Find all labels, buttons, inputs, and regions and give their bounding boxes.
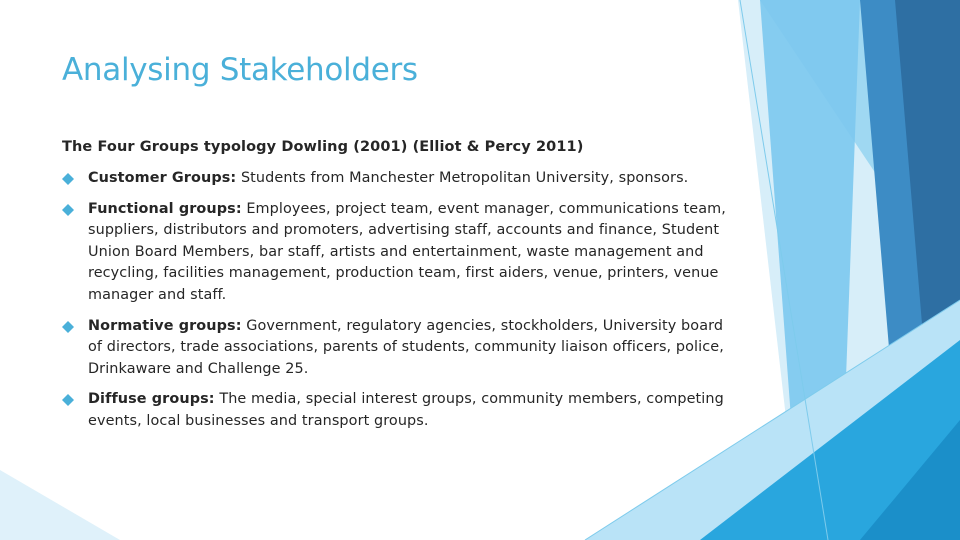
bullet-term: Normative groups: — [88, 317, 242, 334]
bullet-text — [88, 316, 738, 381]
bullet-text — [88, 199, 738, 307]
bullet-customer-groups — [62, 168, 738, 190]
bullet-term: Functional groups: — [88, 200, 242, 217]
bullet-text — [88, 168, 738, 190]
bullet-text — [88, 389, 738, 432]
bullet-normative-groups — [62, 316, 738, 381]
bullet-functional-groups — [62, 199, 738, 307]
bullet-description: The media, special interest groups, community members, competing events, local businesses and transport groups. — [88, 391, 724, 429]
slide-subtitle: The Four Groups typology Dowling (2001) (Elliot & Percy 2011) — [62, 139, 584, 155]
diamond-bullet-icon — [62, 173, 74, 185]
bullet-list — [62, 168, 738, 442]
diamond-bullet-icon — [62, 204, 74, 216]
bullet-description: Students from Manchester Metropolitan University, sponsors. — [236, 170, 689, 186]
slide-title: Analysing Stakeholders — [62, 52, 418, 88]
bullet-description: Government, regulatory agencies, stockholders, University board of directors, trade associations, parents of students, community liaison officers, police, Drinkaware and Challenge 25. — [88, 317, 724, 377]
diamond-bullet-icon — [62, 394, 74, 406]
bullet-description: Employees, project team, event manager, communications team, suppliers, distributors and promoters, advertising staff, accounts and finance, Student Union Board Members, bar staff, artists and entertainment, waste management and recycling, facilities management, production team, first aiders, venue, printers, venue manager and staff. — [88, 200, 726, 303]
bullet-term: Customer Groups: — [88, 170, 237, 186]
bullet-term: Diffuse groups: — [88, 391, 215, 408]
bullet-diffuse-groups — [62, 389, 738, 432]
diamond-bullet-icon — [62, 321, 74, 333]
